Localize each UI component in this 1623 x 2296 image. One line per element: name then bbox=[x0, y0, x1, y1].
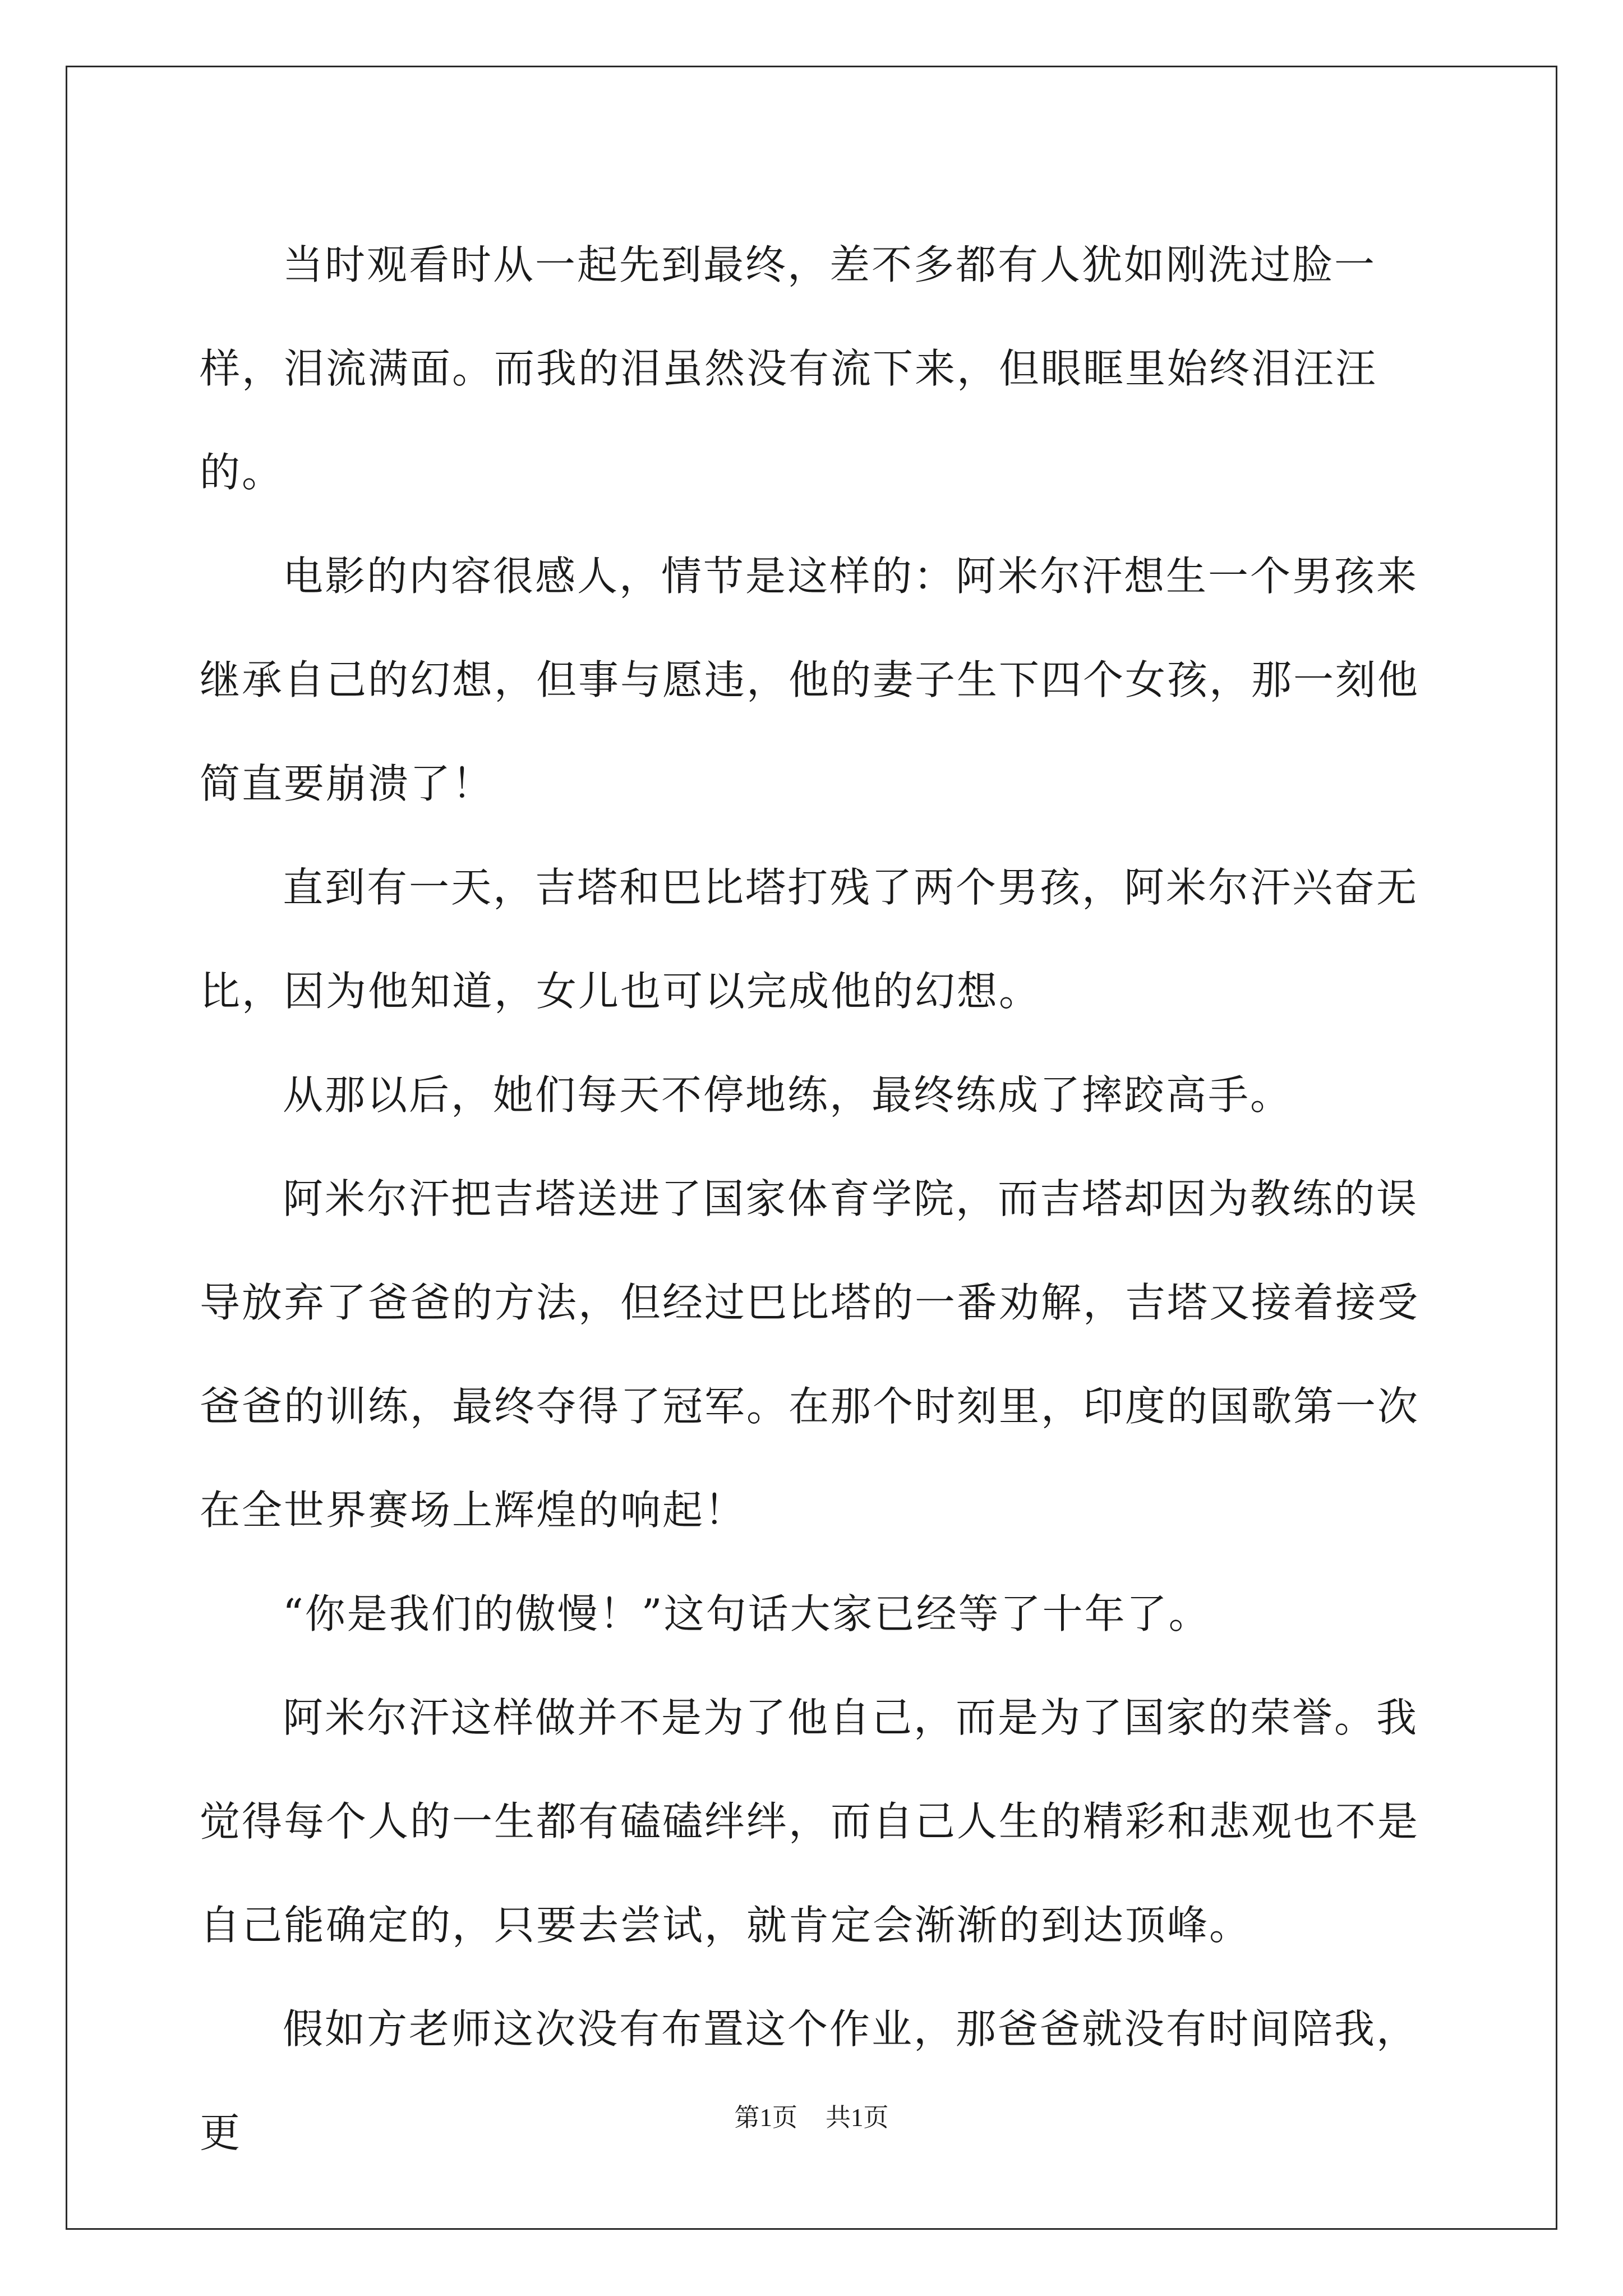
page-footer bbox=[0, 2101, 1623, 2134]
page-number: 第1页 bbox=[734, 2104, 797, 2132]
paragraph: 阿米尔汗把吉塔送进了国家体育学院，而吉塔却因为教练的误导放弃了爸爸的方法，但经过巴比塔的一番劝解，吉塔又接着接受爸爸的训练，最终夺得了冠军。在那个时刻里，印度的国歌第一次在全世界赛场上辉煌的响起！ bbox=[200, 1175, 1420, 1534]
paragraph: 阿米尔汗这样做并不是为了他自己，而是为了国家的荣誉。我觉得每个人的一生都有磕磕绊绊，而自己人生的精彩和悲观也不是自己能确定的，只要去尝试，就肯定会渐渐的到达顶峰。 bbox=[200, 1694, 1420, 1949]
document-body bbox=[200, 213, 1433, 2185]
paragraph: 直到有一天，吉塔和巴比塔打残了两个男孩，阿米尔汗兴奋无比，因为他知道，女儿也可以完成他的幻想。 bbox=[200, 864, 1419, 1015]
paragraph: 电影的内容很感人，情节是这样的：阿米尔汗想生一个男孩来继承自己的幻想，但事与愿违，他的妻子生下四个女孩，那一刻他简直要崩溃了！ bbox=[200, 553, 1420, 807]
paragraph: “你是我们的傲慢！”这句话大家已经等了十年了。 bbox=[283, 1590, 1211, 1637]
paragraph: 假如方老师这次没有布置这个作业，那爸爸就没有时间陪我，更 bbox=[200, 2005, 1419, 2156]
page-total: 共1页 bbox=[826, 2104, 889, 2132]
paragraph: 从那以后，她们每天不停地练，最终练成了摔跤高手。 bbox=[283, 1071, 1293, 1119]
paragraph: 当时观看时从一起先到最终，差不多都有人犹如刚洗过脸一样，泪流满面。而我的泪虽然没有流下来，但眼眶里始终泪汪汪的。 bbox=[200, 241, 1378, 496]
